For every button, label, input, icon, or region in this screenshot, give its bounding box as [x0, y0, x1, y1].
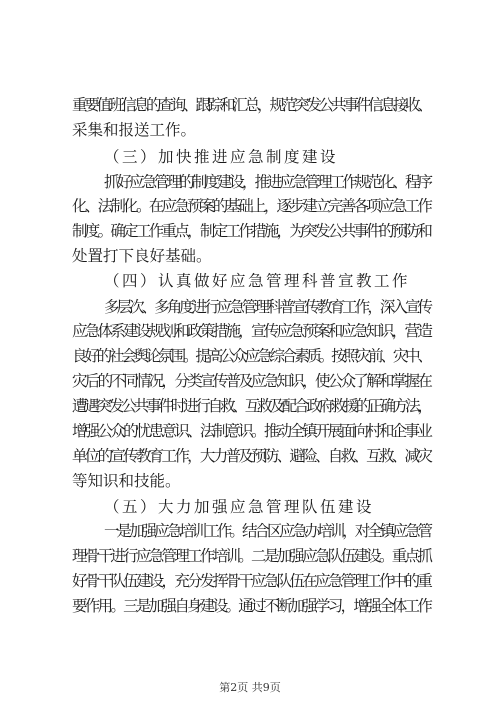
body-line-6: 制度。确定工作重点，制定工作措施，为突发公共事件的预防和	[72, 222, 431, 240]
body-line-9: 多层次、多角度进行应急管理科普宣传教育工作，深入宣传	[104, 298, 431, 316]
body-line-18: 一是加强应急培训工作。结合区应急办培训，对全镇应急管	[104, 522, 431, 540]
section-heading-5: （五）大力加强应急管理队伍建设	[104, 498, 375, 516]
body-line-16: 等知识和技能。	[72, 472, 181, 490]
body-line-11: 良好的社会舆论氛围。提高公众应急综合素质。按照灾前、灾中、	[72, 347, 430, 365]
body-line-21: 要作用。三是加强自身建设。通过不断加强学习，增强全体工作	[72, 597, 431, 615]
body-line-12: 灾后的不同情况，分类宣传普及应急知识，使公众了解和掌握在	[72, 372, 431, 390]
section-heading-3: （三）加快推进应急制度建设	[104, 148, 339, 166]
section-heading-4: （四）认真做好应急管理科普宣教工作	[104, 272, 411, 290]
body-line-14: 增强公众的忧患意识、法制意识。推动全镇开展面向村和企事业	[72, 422, 431, 440]
body-line-7: 处置打下良好基础。	[72, 247, 212, 265]
body-line-1: 重要值班信息的查询、跟踪和汇总，规范突发公共事件信息接收、	[72, 96, 430, 114]
body-line-15: 单位的宣传教育工作，大力普及预防、避险、自救、互救、减灾	[72, 447, 431, 465]
body-line-13: 遭遇突发公共事件时进行自救、互救及配合政府救援的正确方法，	[72, 397, 430, 415]
body-line-10: 应急体系建设规划和政策措施，宣传应急预案和应急知识，营造	[72, 322, 431, 340]
page-footer: 第2页 共9页	[219, 681, 281, 694]
body-line-19: 理骨干进行应急管理工作培训。二是加强应急队伍建设。重点抓	[72, 547, 431, 565]
body-line-20: 好骨干队伍建设，充分发挥骨干应急队伍在应急管理工作中的重	[72, 572, 431, 590]
body-line-4: 抓好应急管理的制度建设，推进应急管理工作规范化、程序	[104, 173, 431, 191]
body-line-2: 采集和报送工作。	[72, 121, 197, 139]
body-line-5: 化、法制化。在应急预案的基础上，逐步建立完善各项应急工作	[72, 197, 431, 215]
